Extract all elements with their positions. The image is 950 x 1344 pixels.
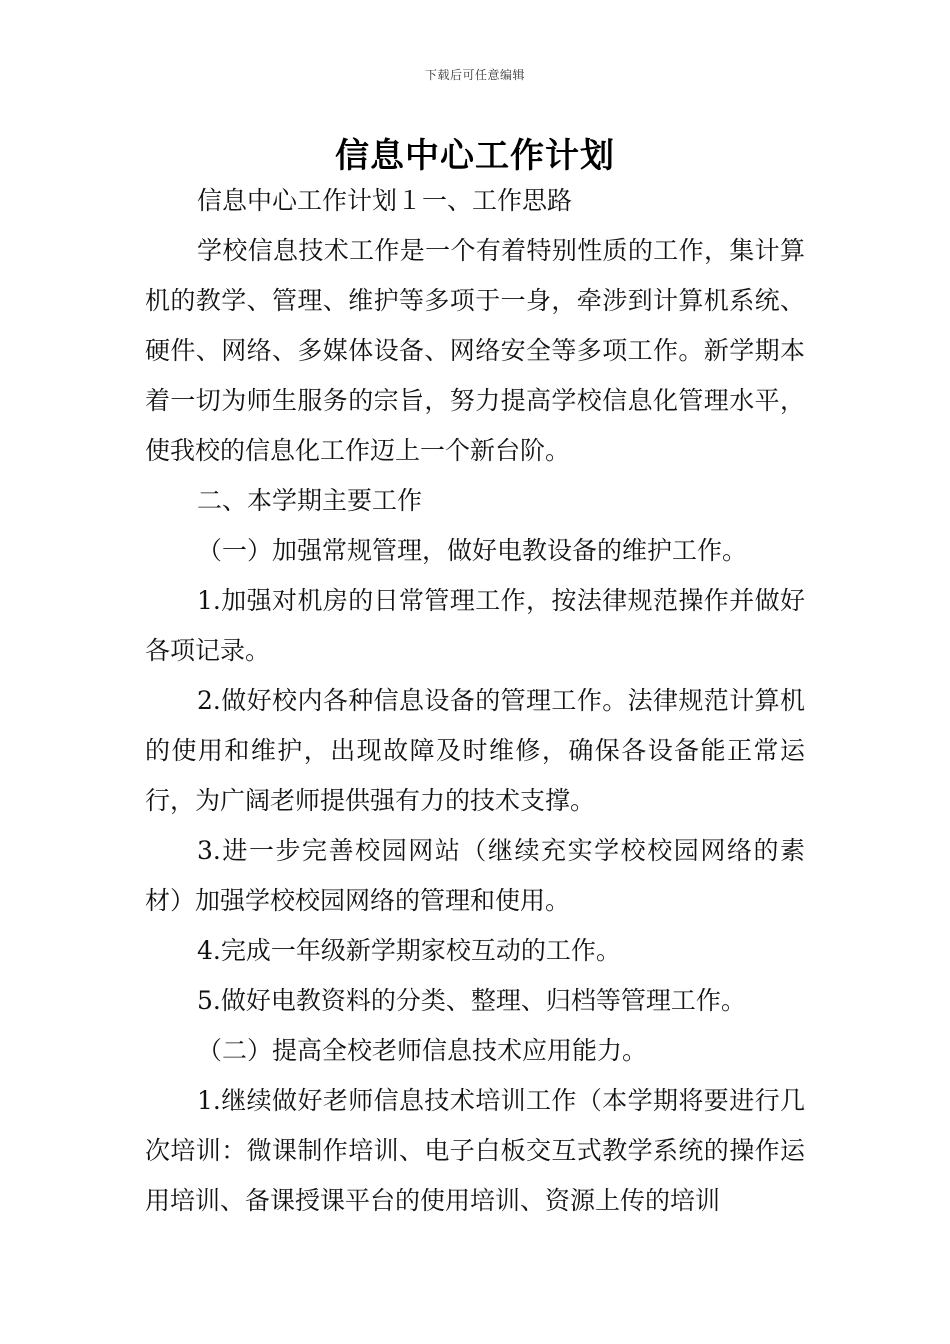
paragraph: 3.进一步完善校园网站（继续充实学校校园网络的素材）加强学校校园网络的管理和使用。 [145,836,805,915]
document-title: 信息中心工作计划 [335,136,615,176]
paragraph: 二、本学期主要工作 [197,486,423,515]
paragraph: （一）加强常规管理，做好电教设备的维护工作。 [197,536,748,565]
paragraph: 学校信息技术工作是一个有着特别性质的工作，集计算机的教学、管理、维护等多项于一身，牵涉到计算机系统、硬件、网络、多媒体设备、网络安全等多项工作。新学期本着一切为师生服务的宗旨，努力提高学校信息化管理水平，使我校的信息化工作迈上一个新台阶。 [145,236,805,465]
paragraph: 4.完成一年级新学期家校互动的工作。 [197,936,621,965]
header-note: 下载后可任意编辑 [424,68,525,82]
paragraph: 信息中心工作计划１一、工作思路 [197,186,573,215]
paragraph: 5.做好电教资料的分类、整理、归档等管理工作。 [197,986,746,1015]
paragraph: 2.做好校内各种信息设备的管理工作。法律规范计算机的使用和维护，出现故障及时维修，确保各设备能正常运行，为广阔老师提供强有力的技术支撑。 [145,686,805,815]
document-body [145,176,805,1226]
paragraph: 1.继续做好老师信息技术培训工作（本学期将要进行几次培训：微课制作培训、电子白板交互式教学系统的操作运用培训、备课授课平台的使用培训、资源上传的培训 [145,1086,805,1215]
paragraph: （二）提高全校老师信息技术应用能力。 [197,1036,648,1065]
paragraph: 1.加强对机房的日常管理工作，按法律规范操作并做好各项记录。 [145,586,805,665]
